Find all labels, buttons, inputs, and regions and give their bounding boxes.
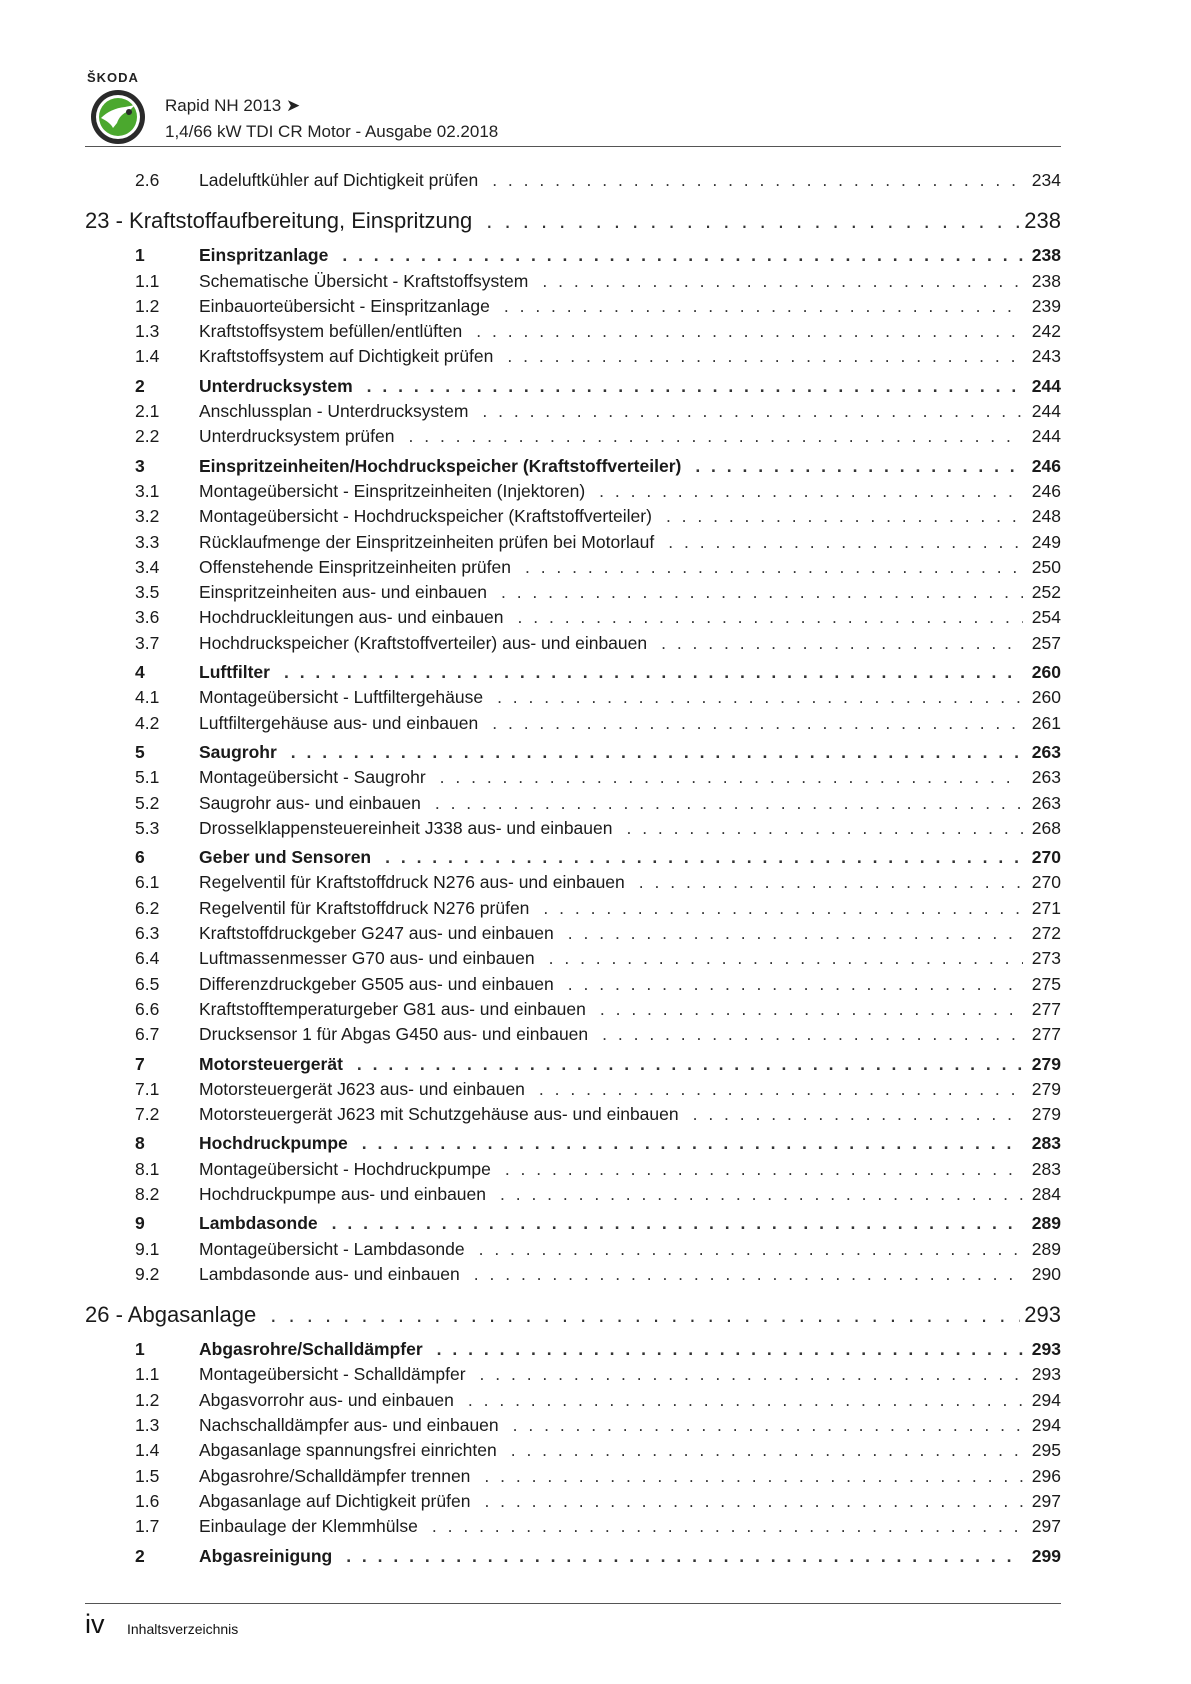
dot-leader [505, 1157, 1023, 1182]
toc-entry-page: 238 [1024, 208, 1061, 234]
toc-entry-title: Abgasanlage spannungsfrei einrichten [199, 1440, 497, 1461]
toc-entry-page: 252 [1031, 582, 1061, 603]
footer-page-number: iv [85, 1609, 105, 1639]
toc-entry-title: Montageübersicht - Saugrohr [199, 767, 426, 788]
toc-subsection-entry[interactable] [85, 399, 1061, 424]
toc-entry-number: 2.1 [135, 401, 160, 422]
toc-entry-title: Lambdasonde aus- und einbauen [199, 1263, 460, 1284]
document-title: Rapid NH 2013 ➤ [165, 96, 301, 115]
document-subtitle: 1,4/66 kW TDI CR Motor - Ausgabe 02.2018 [165, 122, 499, 141]
toc-entry-title: Lambdasonde [199, 1213, 318, 1234]
dot-leader [291, 740, 1023, 765]
footer-section-label: Inhaltsverzeichnis [127, 1621, 239, 1637]
toc-subsection-entry[interactable] [85, 816, 1061, 841]
toc-subsection-entry[interactable] [85, 1388, 1061, 1413]
dot-leader [507, 344, 1023, 369]
toc-entry-number: 3.5 [135, 582, 160, 603]
toc-entry-number: 6.3 [135, 923, 160, 944]
toc-entry-number: 3.1 [135, 480, 160, 501]
toc-entry-title: Luftfilter [199, 662, 270, 683]
toc-entry-number: 4 [135, 662, 145, 683]
toc-subsection-entry[interactable] [85, 555, 1061, 580]
toc-subsection-entry[interactable] [85, 344, 1061, 369]
dot-leader [511, 1438, 1023, 1463]
dot-leader [440, 765, 1023, 790]
toc-entry-page: 248 [1031, 506, 1061, 527]
dot-leader [600, 997, 1023, 1022]
toc-entry-title: Geber und Sensoren [199, 847, 372, 868]
toc-entry-title: Motorsteuergerät J623 aus- und einbauen [199, 1078, 525, 1099]
toc-entry-page: 279 [1031, 1053, 1061, 1074]
toc-entry-page: 279 [1031, 1078, 1061, 1099]
toc-entry-number: 5.2 [135, 792, 160, 813]
toc-entry-number: 2 [135, 1545, 145, 1566]
toc-subsection-entry[interactable] [85, 791, 1061, 816]
toc-subsection-entry[interactable] [85, 896, 1061, 921]
toc-entry-number: 1 [135, 1339, 145, 1360]
toc-entry-number: 8.2 [135, 1183, 160, 1204]
dot-leader [543, 896, 1023, 921]
dot-leader [284, 660, 1023, 685]
toc-entry-title: Motorsteuergerät J623 mit Schutzgehäuse aus- und einbauen [199, 1104, 679, 1125]
toc-subsection-entry[interactable] [85, 294, 1061, 319]
toc-entry-page: 263 [1031, 767, 1061, 788]
toc-chapter-entry[interactable] [85, 205, 1061, 237]
dot-leader [504, 294, 1023, 319]
toc-subsection-entry[interactable] [85, 269, 1061, 294]
toc-chapter-entry[interactable] [85, 1299, 1061, 1331]
toc-entry-number: 1.7 [135, 1516, 160, 1537]
dot-leader [362, 1131, 1023, 1156]
toc-entry-number: 8.1 [135, 1158, 160, 1179]
toc-subsection-entry[interactable] [85, 1489, 1061, 1514]
dot-leader [693, 1102, 1023, 1127]
toc-entry-number: 1.6 [135, 1490, 160, 1511]
toc-entry-page: 250 [1031, 556, 1061, 577]
toc-entry-page: 263 [1031, 741, 1061, 762]
toc-entry-page: 271 [1031, 897, 1061, 918]
toc-entry-page: 268 [1031, 817, 1061, 838]
skoda-logo-icon [89, 88, 147, 146]
toc-entry-title: Montageübersicht - Hochdruckspeicher (Kraftstoffverteiler) [199, 506, 652, 527]
toc-entry-title: Luftfiltergehäuse aus- und einbauen [199, 712, 479, 733]
toc-subsection-entry[interactable] [85, 504, 1061, 529]
toc-entry-title: 23 - Kraftstoffaufbereitung, Einspritzung [85, 208, 473, 234]
toc-entry-number: 1.4 [135, 346, 160, 367]
toc-entry-number: 1.3 [135, 321, 160, 342]
toc-entry-title: Hochdruckpumpe [199, 1133, 348, 1154]
toc-entry-number: 2.2 [135, 426, 160, 447]
toc-entry-number: 9.1 [135, 1238, 160, 1259]
toc-entry-page: 289 [1031, 1238, 1061, 1259]
dot-leader [500, 1182, 1023, 1207]
toc-entry-page: 238 [1031, 270, 1061, 291]
toc-entry-page: 289 [1031, 1213, 1061, 1234]
toc-subsection-entry[interactable] [85, 605, 1061, 630]
toc-entry-number: 3.2 [135, 506, 160, 527]
dot-leader [626, 816, 1023, 841]
toc-entry-page: 293 [1031, 1339, 1061, 1360]
toc-entry-page: 243 [1031, 346, 1061, 367]
toc-subsection-entry[interactable] [85, 1022, 1061, 1047]
toc-entry-page: 290 [1031, 1263, 1061, 1284]
dot-leader [661, 631, 1023, 656]
toc-entry-page: 261 [1031, 712, 1061, 733]
toc-entry-number: 3.4 [135, 556, 160, 577]
toc-section-entry[interactable] [85, 454, 1061, 479]
toc-entry-title: Einspritzeinheiten/Hochdruckspeicher (Kraftstoffverteiler) [199, 455, 682, 476]
dot-leader [474, 1262, 1023, 1287]
toc-entry-title: 26 - Abgasanlage [85, 1302, 257, 1328]
toc-entry-number: 8 [135, 1133, 145, 1154]
dot-leader [492, 168, 1023, 193]
dot-leader [639, 870, 1023, 895]
toc-entry-title: Unterdrucksystem prüfen [199, 426, 395, 447]
dot-leader [468, 1388, 1023, 1413]
toc-entry-number: 5.1 [135, 767, 160, 788]
dot-leader [357, 1052, 1023, 1077]
toc-entry-number: 1.2 [135, 1389, 160, 1410]
toc-entry-title: Motorsteuergerät [199, 1053, 343, 1074]
toc-entry-number: 2 [135, 375, 145, 396]
header-divider [85, 146, 1061, 147]
dot-leader [409, 424, 1024, 449]
toc-entry-page: 244 [1031, 375, 1061, 396]
toc-entry-page: 283 [1031, 1133, 1061, 1154]
dot-leader [668, 530, 1023, 555]
toc-subsection-entry[interactable] [85, 1077, 1061, 1102]
toc-entry-title: Einspritzanlage [199, 245, 329, 266]
toc-subsection-entry[interactable] [85, 1102, 1061, 1127]
toc-subsection-entry[interactable] [85, 946, 1061, 971]
toc-entry-title: Kraftstoffsystem auf Dichtigkeit prüfen [199, 346, 494, 367]
toc-entry-page: 272 [1031, 923, 1061, 944]
toc-entry-title: Saugrohr [199, 741, 277, 762]
toc-entry-page: 242 [1031, 321, 1061, 342]
dot-leader [695, 454, 1023, 479]
toc-entry-number: 1.5 [135, 1465, 160, 1486]
toc-entry-title: Hochdruckpumpe aus- und einbauen [199, 1183, 486, 1204]
toc-entry-title: Abgasvorrohr aus- und einbauen [199, 1389, 454, 1410]
toc-entry-title: Kraftstoffdruckgeber G247 aus- und einbauen [199, 923, 554, 944]
toc-entry-number: 3.3 [135, 531, 160, 552]
dot-leader [513, 1413, 1023, 1438]
toc-entry-title: Montageübersicht - Luftfiltergehäuse [199, 687, 484, 708]
toc-entry-page: 270 [1031, 872, 1061, 893]
toc-entry-number: 3 [135, 455, 145, 476]
toc-entry-number: 6.5 [135, 973, 160, 994]
dot-leader [476, 319, 1023, 344]
dot-leader [666, 504, 1023, 529]
toc-entry-title: Hochdruckspeicher (Kraftstoffverteiler) aus- und einbauen [199, 632, 648, 653]
toc-entry-number: 9 [135, 1213, 145, 1234]
page-header [85, 68, 1061, 146]
toc-subsection-entry[interactable] [85, 685, 1061, 710]
toc-entry-title: Regelventil für Kraftstoffdruck N276 prüfen [199, 897, 530, 918]
toc-subsection-entry[interactable] [85, 711, 1061, 736]
toc-entry-number: 3.6 [135, 607, 160, 628]
toc-entry-number: 6.4 [135, 948, 160, 969]
toc-section-entry[interactable] [85, 1131, 1061, 1156]
toc-subsection-entry[interactable] [85, 870, 1061, 895]
toc-entry-page: 257 [1031, 632, 1061, 653]
dot-leader [568, 972, 1023, 997]
toc-entry-title: Offenstehende Einspritzeinheiten prüfen [199, 556, 511, 577]
toc-entry-title: Unterdrucksystem [199, 375, 353, 396]
toc-section-entry[interactable] [85, 1337, 1061, 1362]
toc-entry-title: Drucksensor 1 für Abgas G450 aus- und einbauen [199, 1024, 589, 1045]
toc-subsection-entry[interactable] [85, 1262, 1061, 1287]
toc-entry-title: Einbauorteübersicht - Einspritzanlage [199, 295, 490, 316]
toc-entry-number: 1.3 [135, 1415, 160, 1436]
toc-entry-number: 6.1 [135, 872, 160, 893]
toc-subsection-entry[interactable] [85, 1182, 1061, 1207]
toc-entry-number: 6 [135, 847, 145, 868]
toc-entry-page: 277 [1031, 1024, 1061, 1045]
dot-leader [482, 399, 1023, 424]
dot-leader [367, 374, 1023, 399]
toc-entry-number: 1.4 [135, 1440, 160, 1461]
toc-entry-title: Hochdruckleitungen aus- und einbauen [199, 607, 504, 628]
toc-subsection-entry[interactable] [85, 1413, 1061, 1438]
toc-entry-title: Luftmassenmesser G70 aus- und einbauen [199, 948, 535, 969]
toc-subsection-entry[interactable] [85, 168, 1061, 193]
dot-leader [486, 205, 1020, 237]
dot-leader [270, 1299, 1020, 1331]
toc-entry-number: 6.7 [135, 1024, 160, 1045]
toc-entry-page: 297 [1031, 1516, 1061, 1537]
toc-entry-page: 270 [1031, 847, 1061, 868]
toc-entry-page: 293 [1024, 1302, 1061, 1328]
toc-entry-page: 277 [1031, 998, 1061, 1019]
toc-section-entry[interactable] [85, 660, 1061, 685]
toc-entry-title: Differenzdruckgeber G505 aus- und einbauen [199, 973, 554, 994]
toc-entry-title: Abgasanlage auf Dichtigkeit prüfen [199, 1490, 471, 1511]
toc-entry-number: 9.2 [135, 1263, 160, 1284]
toc-entry-page: 273 [1031, 948, 1061, 969]
toc-entry-page: 294 [1031, 1389, 1061, 1410]
toc-entry-number: 6.2 [135, 897, 160, 918]
toc-entry-page: 238 [1031, 245, 1061, 266]
dot-leader [480, 1362, 1023, 1387]
toc-entry-title: Einspritzeinheiten aus- und einbauen [199, 582, 487, 603]
toc-entry-title: Abgasreinigung [199, 1545, 333, 1566]
toc-section-entry[interactable] [85, 740, 1061, 765]
toc-entry-number: 1 [135, 245, 145, 266]
toc-subsection-entry[interactable] [85, 1237, 1061, 1262]
footer-divider [85, 1603, 1061, 1604]
toc-subsection-entry[interactable] [85, 1157, 1061, 1182]
toc-subsection-entry[interactable] [85, 479, 1061, 504]
dot-leader [602, 1022, 1023, 1047]
toc-entry-title: Montageübersicht - Lambdasonde [199, 1238, 465, 1259]
toc-entry-title: Montageübersicht - Schalldämpfer [199, 1364, 466, 1385]
toc-entry-page: 249 [1031, 531, 1061, 552]
toc-entry-title: Einbaulage der Klemmhülse [199, 1516, 418, 1537]
toc-entry-title: Abgasrohre/Schalldämpfer [199, 1339, 423, 1360]
toc-entry-page: 239 [1031, 295, 1061, 316]
dot-leader [484, 1464, 1023, 1489]
toc-subsection-entry[interactable] [85, 765, 1061, 790]
toc-entry-page: 295 [1031, 1440, 1061, 1461]
dot-leader [518, 605, 1023, 630]
toc-section-entry[interactable] [85, 1211, 1061, 1236]
toc-entry-number: 7.2 [135, 1104, 160, 1125]
dot-leader [342, 243, 1023, 268]
toc-subsection-entry[interactable] [85, 972, 1061, 997]
toc-entry-number: 5.3 [135, 817, 160, 838]
toc-subsection-entry[interactable] [85, 580, 1061, 605]
dot-leader [484, 1489, 1023, 1514]
dot-leader [539, 1077, 1023, 1102]
toc-entry-page: 297 [1031, 1490, 1061, 1511]
toc-entry-title: Ladeluftkühler auf Dichtigkeit prüfen [199, 170, 479, 190]
dot-leader [437, 1337, 1023, 1362]
toc-entry-page: 244 [1031, 401, 1061, 422]
toc-entry-number: 1.2 [135, 295, 160, 316]
toc-entry-number: 6.6 [135, 998, 160, 1019]
dot-leader [501, 580, 1023, 605]
toc-entry-page: 246 [1031, 455, 1061, 476]
toc-subsection-entry[interactable] [85, 997, 1061, 1022]
toc-entry-number: 3.7 [135, 632, 160, 653]
dot-leader [542, 269, 1023, 294]
toc-entry-page: 260 [1031, 687, 1061, 708]
toc-subsection-entry[interactable] [85, 1464, 1061, 1489]
toc-entry-number: 4.2 [135, 712, 160, 733]
toc-section-entry[interactable] [85, 1544, 1061, 1569]
toc-entry-title: Montageübersicht - Einspritzeinheiten (Injektoren) [199, 480, 586, 501]
dot-leader [497, 685, 1023, 710]
toc-subsection-entry[interactable] [85, 921, 1061, 946]
toc-entry-number: 4.1 [135, 687, 160, 708]
toc-entry-title: Kraftstofftemperaturgeber G81 aus- und einbauen [199, 998, 586, 1019]
toc-subsection-entry[interactable] [85, 1438, 1061, 1463]
toc-subsection-entry[interactable] [85, 424, 1061, 449]
toc-entry-title: Abgasrohre/Schalldämpfer trennen [199, 1465, 471, 1486]
toc-subsection-entry[interactable] [85, 631, 1061, 656]
dot-leader [568, 921, 1023, 946]
brand-wordmark: ŠKODA [87, 70, 139, 85]
toc-entry-page: 234 [1031, 170, 1061, 190]
toc-section-entry[interactable] [85, 845, 1061, 870]
toc-section-entry[interactable] [85, 374, 1061, 399]
toc-entry-page: 299 [1031, 1545, 1061, 1566]
toc-section-entry[interactable] [85, 243, 1061, 268]
toc-entry-page: 283 [1031, 1158, 1061, 1179]
toc-entry-title: Rücklaufmenge der Einspritzeinheiten prüfen bei Motorlauf [199, 531, 655, 552]
dot-leader [346, 1544, 1023, 1569]
toc-entry-number: 2.6 [135, 170, 160, 190]
dot-leader [599, 479, 1023, 504]
dot-leader [435, 791, 1023, 816]
toc-section-entry[interactable] [85, 1052, 1061, 1077]
toc-entry-title: Drosselklappensteuereinheit J338 aus- und einbauen [199, 817, 613, 838]
dot-leader [525, 555, 1023, 580]
dot-leader [479, 1237, 1023, 1262]
toc-entry-page: 293 [1031, 1364, 1061, 1385]
toc-entry-page: 279 [1031, 1104, 1061, 1125]
toc-entry-number: 7.1 [135, 1078, 160, 1099]
toc-entry-page: 296 [1031, 1465, 1061, 1486]
toc-entry-title: Nachschalldämpfer aus- und einbauen [199, 1415, 499, 1436]
toc-entry-page: 244 [1031, 426, 1061, 447]
toc-entry-page: 260 [1031, 662, 1061, 683]
toc-entry-title: Montageübersicht - Hochdruckpumpe [199, 1158, 491, 1179]
toc-entry-title: Regelventil für Kraftstoffdruck N276 aus- und einbauen [199, 872, 625, 893]
table-of-contents [85, 168, 1061, 1569]
dot-leader [549, 946, 1023, 971]
toc-entry-page: 254 [1031, 607, 1061, 628]
toc-entry-number: 1.1 [135, 270, 160, 291]
toc-entry-page: 284 [1031, 1183, 1061, 1204]
toc-entry-page: 294 [1031, 1415, 1061, 1436]
toc-entry-title: Anschlussplan - Unterdrucksystem [199, 401, 469, 422]
toc-entry-number: 7 [135, 1053, 145, 1074]
toc-entry-number: 5 [135, 741, 145, 762]
dot-leader [432, 1514, 1023, 1539]
toc-entry-title: Saugrohr aus- und einbauen [199, 792, 421, 813]
toc-entry-page: 275 [1031, 973, 1061, 994]
toc-subsection-entry[interactable] [85, 1362, 1061, 1387]
toc-subsection-entry[interactable] [85, 530, 1061, 555]
toc-entry-title: Schematische Übersicht - Kraftstoffsystem [199, 270, 529, 291]
toc-entry-page: 246 [1031, 480, 1061, 501]
dot-leader [332, 1211, 1023, 1236]
toc-entry-title: Kraftstoffsystem befüllen/entlüften [199, 321, 463, 342]
toc-subsection-entry[interactable] [85, 319, 1061, 344]
dot-leader [492, 711, 1023, 736]
toc-entry-number: 1.1 [135, 1364, 160, 1385]
toc-entry-page: 263 [1031, 792, 1061, 813]
dot-leader [385, 845, 1023, 870]
toc-subsection-entry[interactable] [85, 1514, 1061, 1539]
